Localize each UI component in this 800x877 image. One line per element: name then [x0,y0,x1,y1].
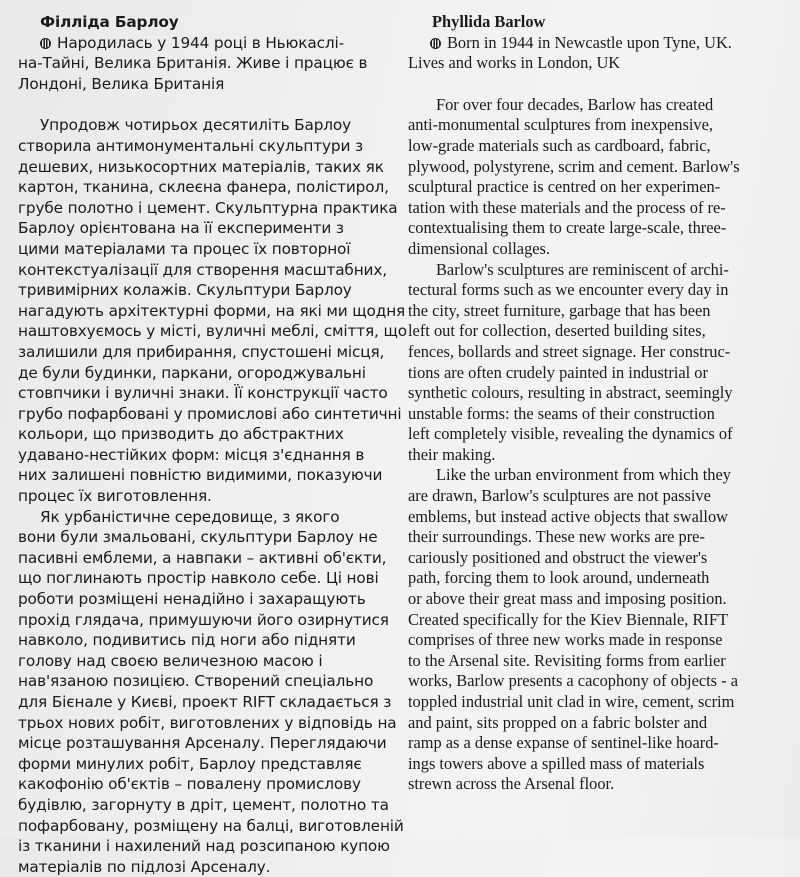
text-line: tation with these materials and the process of re- [408,197,726,217]
text-line: із тканини і нахилений над розсипаною купою [18,837,390,856]
text-line: створила антимонументальні скульптури з [18,136,363,155]
text-line: трьох нових робіт, виготовлених у відповідь на [18,713,397,732]
text-line: their surroundings. These new works are pre- [408,527,705,547]
text-line: ings towers above a spilled mass of materials [408,753,705,773]
paragraph [18,507,404,877]
text-line: or above their great mass and imposing position. [408,589,727,609]
text-line: голову над своєю величезною масою і [18,651,323,670]
text-line: грубо пофарбовані у промислові або синтетичні [18,404,402,423]
text-line: матеріалів по підлозі Арсеналу. [18,857,271,876]
text-line: них залишені повністю видимими, показуючи [18,466,383,485]
text-line: процес їх виготовлення. [18,487,212,506]
text-line: дешевих, низькосортних матеріалів, таких як [18,157,384,176]
text-line: cariously positioned and obstruct the viewer's [408,547,708,567]
text-line: are drawn, Barlow's sculptures are not passive [408,486,711,506]
text-line: нагадують архітектурні форми, на які ми щодня [18,301,406,320]
text-line: For over four decades, Barlow has created [436,94,714,114]
text-line: Like the urban environment from which they [436,465,731,485]
text-line: какофонію об'єктів – повалену промислову [18,775,361,794]
english-column [408,12,788,795]
text-line: toppled industrial unit clad in wire, cement, scrim [408,692,735,711]
text-line: left completely visible, revealing the dynamics of [408,424,733,444]
text-line: strewn across the Arsenal floor. [408,774,615,794]
text-line: anti-monumental sculptures from inexpensive, [408,115,713,135]
text-line: their making. [408,444,496,464]
text-line: де були будинки, паркани, огороджувальні [18,363,366,382]
text-line: вони були змальовані, скульптури Барлоу не [18,528,378,547]
text-line: ramp as a dense expanse of sentinel-like hoard- [408,733,719,753]
paragraph [408,95,788,260]
text-line: форми минулих робіт, Барлоу представляє [18,754,362,773]
text-line: контекстуалізації для створення масштабних, [18,260,387,279]
text-line: dimensional collages. [408,238,551,258]
location-pin-icon [40,38,51,49]
text-line: тривимірних колажів. Скульптури Барлоу [18,281,352,300]
bio-line [408,33,788,54]
text-line: Барлоу орієнтована на її експерименти з [18,219,344,238]
text-line: Created specifically for the Kiev Biennale, RIFT [408,609,728,629]
text-line: пасивні емблеми, а навпаки – активні об'єкти, [18,548,387,567]
text-line: tions are often crudely painted in industrial or [408,362,708,382]
artist-bio-ukrainian [18,33,390,95]
artist-bio-english [408,33,788,74]
text-line: навколо, подивитись під ноги або підняти [18,631,356,650]
text-line: plywood, polystyrene, scrim and cement. Barlow's [408,156,740,176]
bio-line: Лондоні, Велика Британія [18,74,225,93]
text-line: path, forcing them to look around, underneath [408,568,710,588]
text-line: що поглинають простір навколо себе. Ці нові [18,569,379,588]
text-line: to the Arsenal site. Revisiting forms from earlier [408,650,726,670]
text-line: удавано-нестійких форм: місця з'єднання в [18,445,365,464]
text-line: works, Barlow presents a cacophony of objects - a [408,671,738,691]
text-line: грубе полотно і цемент. Скульптурна практика [18,198,398,217]
bio-line [18,33,390,54]
bio-line-text: Народилась у 1944 році в Ньюкаслі- [57,33,344,52]
text-line: fences, bollards and street signage. Her construc- [408,341,731,361]
text-line: наштовхуємось у місті, вуличні меблі, сміття, що [18,322,407,341]
text-line: low-grade materials such as cardboard, fabric, [408,135,711,155]
text-line: роботи розміщені ненадійно і захаращують [18,590,366,609]
text-line: the city, street furniture, garbage that has been [408,300,711,320]
text-line: Упродовж чотирьох десятиліть Барлоу [40,116,352,135]
bio-line-text: Born in 1944 in Newcastle upon Tyne, UK. [447,32,732,52]
text-line: comprises of three new works made in response [408,630,723,650]
paragraph [18,115,407,506]
text-line: tectural forms such as we encounter every day in [408,280,729,300]
text-line: emblems, but instead active objects that swallow [408,506,728,526]
bio-line: на-Тайні, Велика Британія. Живе і працює в [18,54,368,73]
paragraph [408,260,788,466]
text-line: synthetic colours, resulting in abstract, seemingly [408,383,733,403]
artist-name-ukrainian: Філліда Барлоу [40,13,179,31]
text-line: місце розташування Арсеналу. Переглядаючи [18,734,387,753]
text-line: картон, тканина, склеєна фанера, полістирол, [18,178,389,197]
bio-line: Lives and works in London, UK [408,53,621,73]
text-line: стовпчики і вуличні знаки. Її конструкції часто [18,384,388,403]
text-line: пофарбовану, розміщену на балці, виготовленій [18,816,404,835]
text-line: sculptural practice is centred on her experimen- [408,177,721,197]
body-text-english [408,95,788,795]
location-pin-icon [430,38,441,49]
ukrainian-column [18,12,407,877]
text-line: цими матеріалами та процес їх повторної [18,239,351,258]
text-line: and paint, sits propped on a fabric bolster and [408,712,708,732]
text-line: нав'язаною позицією. Створений спеціально [18,672,374,691]
text-line: Barlow's sculptures are reminiscent of archi- [436,259,729,279]
text-line: contextualising them to create large-scale, three- [408,218,727,238]
text-line: залишили для прибирання, спустошені місця, [18,342,385,361]
text-line: прохід глядача, примушуючи його озирнутися [18,610,389,629]
text-line: кольори, що призводить до абстрактних [18,425,344,444]
text-line: unstable forms: the seams of their construction [408,403,715,423]
body-text-ukrainian [18,115,407,877]
text-line: left out for collection, deserted building sites, [408,321,706,341]
artist-name-english: Phyllida Barlow [432,12,546,31]
text-line: будівлю, загорнуту в дріт, цемент, полотно та [18,795,389,814]
paragraph [408,465,788,795]
text-line: Як урбаністичне середовище, з якого [40,507,340,526]
text-line: для Бієнале у Києві, проект RIFT складається з [18,693,392,711]
